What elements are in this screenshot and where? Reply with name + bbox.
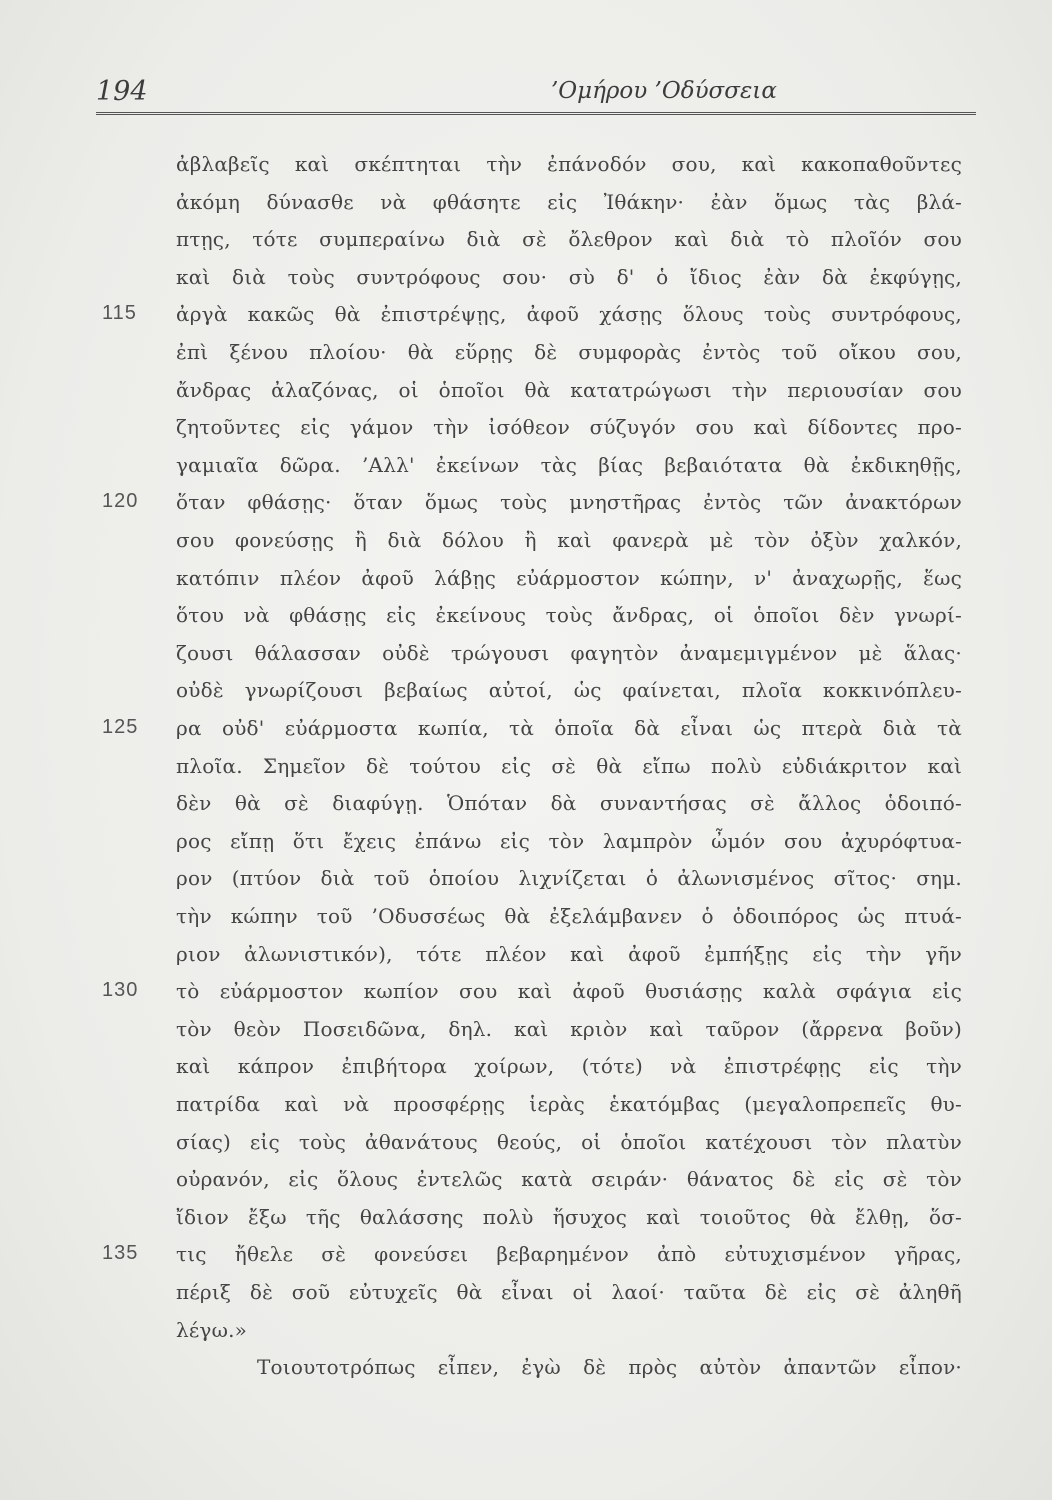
line-text: τὴν κώπην τοῦ ’Οδυσσέως θὰ ἐξελάμβανεν ὁ ὁδοιπόρος ὡς πτυά- <box>176 904 962 928</box>
line-text: πέριξ δὲ σοῦ εὐτυχεῖς θὰ εἶναι οἱ λαοί· ταῦτα δὲ εἰς σὲ ἀληθῆ <box>176 1280 962 1304</box>
line-text: ρον (πτύον διὰ τοῦ ὁποίου λιχνίζεται ὁ ἀλωνισμένος σῖτος· σημ. <box>176 866 962 891</box>
line-text: ἀργὰ κακῶς θὰ ἐπιστρέψῃς, ἀφοῦ χάσῃς ὅλους τοὺς συντρόφους, <box>176 302 962 327</box>
line-text: καὶ διὰ τοὺς συντρόφους σου· σὺ δ' ὁ ἴδιος ἐὰν δὰ ἐκφύγῃς, <box>176 264 962 289</box>
text-line <box>0 825 1052 863</box>
text-line <box>0 148 1052 186</box>
line-text: τις ἤθελε σὲ φονεύσει βεβαρημένον ἀπὸ εὐτυχισμένον γῆρας, <box>176 1242 962 1267</box>
line-text: πλοῖα. Σημεῖον δὲ τούτου εἰς σὲ θὰ εἴπω πολὺ εὐδιάκριτον καὶ <box>176 753 962 778</box>
text-line <box>0 1088 1052 1126</box>
text-line <box>0 1314 1052 1352</box>
line-text: ριον ἀλωνιστικόν), τότε πλέον καὶ ἀφοῦ ἐμπήξῃς εἰς τὴν γῆν <box>176 941 962 966</box>
text-line <box>0 298 1052 336</box>
line-text: λέγω.» <box>176 1317 248 1342</box>
line-number: 135 <box>102 1242 139 1265</box>
text-line <box>0 1238 1052 1276</box>
text-line <box>0 449 1052 487</box>
line-text: οὐρανόν, εἰς ὅλους ἐντελῶς κατὰ σειράν· θάνατος δὲ εἰς σὲ τὸν <box>176 1167 962 1192</box>
text-line <box>0 787 1052 825</box>
text-line <box>0 524 1052 562</box>
line-text: ἀβλαβεῖς καὶ σκέπτηται τὴν ἐπάνοδόν σου, καὶ κακοπαθοῦντες <box>176 152 962 176</box>
line-text: τὸν θεὸν Ποσειδῶνα, δηλ. καὶ κριὸν καὶ ταῦρον (ἄρρενα βοῦν) <box>176 1016 962 1041</box>
running-title: ’Ομήρου ’Οδύσσεια <box>551 78 777 104</box>
text-line <box>0 938 1052 976</box>
line-text: ρα οὐδ' εὐάρμοστα κωπία, τὰ ὁποῖα δὰ εἶναι ὡς πτερὰ διὰ τὰ <box>176 716 962 740</box>
text-line <box>0 374 1052 412</box>
line-text: πτῃς, τότε συμπεραίνω διὰ σὲ ὄλεθρον καὶ διὰ τὸ πλοῖόν σου <box>176 227 962 252</box>
text-line <box>0 637 1052 675</box>
text-line <box>0 1351 1052 1389</box>
text-line <box>0 862 1052 900</box>
page-number: 194 <box>96 76 148 107</box>
text-line <box>0 486 1052 524</box>
text-line <box>0 1013 1052 1051</box>
text-line <box>0 599 1052 637</box>
text-line <box>0 712 1052 750</box>
line-text: σίας) εἰς τοὺς ἀθανάτους θεούς, οἱ ὁποῖοι κατέχουσι τὸν πλατὺν <box>176 1129 962 1154</box>
text-line <box>0 411 1052 449</box>
line-text: οὐδὲ γνωρίζουσι βεβαίως αὐτοί, ὡς φαίνεται, πλοῖα κοκκινόπλευ- <box>176 678 962 703</box>
text-line <box>0 750 1052 788</box>
text-line <box>0 223 1052 261</box>
line-text: Τοιουτοτρόπως εἶπεν, ἐγὼ δὲ πρὸς αὐτὸν ἀπαντῶν εἶπον· <box>257 1355 962 1380</box>
line-text: γαμιαῖα δῶρα. ’Αλλ' ἐκείνων τὰς βίας βεβαιότατα θὰ ἐκδικηθῇς, <box>176 452 962 477</box>
line-text: ἀκόμη δύνασθε νὰ φθάσητε εἰς Ἰθάκην· ἐὰν ὅμως τὰς βλά- <box>176 189 962 214</box>
text-line <box>0 975 1052 1013</box>
line-text: ζουσι θάλασσαν οὐδὲ τρώγουσι φαγητὸν ἀναμεμιγμένον μὲ ἅλας· <box>176 640 962 665</box>
line-text: κατόπιν πλέον ἀφοῦ λάβῃς εὐάρμοστον κώπην, ν' ἀναχωρῇς, ἕως <box>176 565 962 590</box>
text-line <box>0 674 1052 712</box>
line-number: 125 <box>102 716 139 738</box>
line-text: ἄνδρας ἀλαζόνας, οἱ ὁποῖοι θὰ κατατρώγωσι τὴν περιουσίαν σου <box>176 377 962 402</box>
page-header <box>96 72 976 112</box>
text-line <box>0 336 1052 374</box>
line-text: πατρίδα καὶ νὰ προσφέρῃς ἱερὰς ἑκατόμβας (μεγαλοπρεπεῖς θυ- <box>176 1092 962 1116</box>
line-number: 115 <box>102 302 137 325</box>
line-number: 120 <box>102 490 139 513</box>
line-text: ρος εἴπῃ ὅτι ἔχεις ἐπάνω εἰς τὸν λαμπρὸν ὦμόν σου ἀχυρόφτυα- <box>176 828 962 853</box>
line-text: ὅτου νὰ φθάσῃς εἰς ἐκείνους τοὺς ἄνδρας, οἱ ὁποῖοι δὲν γνωρί- <box>176 603 962 628</box>
text-line <box>0 186 1052 224</box>
text-line <box>0 1050 1052 1088</box>
line-text: ἴδιον ἔξω τῆς θαλάσσης πολὺ ἥσυχος καὶ τοιοῦτος θὰ ἔλθῃ, ὅσ- <box>176 1204 962 1229</box>
line-text: ὅταν φθάσῃς· ὅταν ὅμως τοὺς μνηστῆρας ἐντὸς τῶν ἀνακτόρων <box>176 490 962 515</box>
line-text: καὶ κάπρον ἐπιβήτορα χοίρων, (τότε) νὰ ἐπιστρέφῃς εἰς τὴν <box>176 1054 962 1079</box>
text-line <box>0 900 1052 938</box>
line-text: δὲν θὰ σὲ διαφύγῃ. Ὁπόταν δὰ συναντήσας σὲ ἄλλος ὁδοιπό- <box>176 791 962 816</box>
text-line <box>0 1126 1052 1164</box>
line-text: ἐπὶ ξένου πλοίου· θὰ εὕρῃς δὲ συμφορὰς ἐντὸς τοῦ οἴκου σου, <box>176 340 962 364</box>
line-number: 130 <box>102 979 139 1002</box>
text-line <box>0 562 1052 600</box>
text-line <box>0 261 1052 299</box>
text-line <box>0 1201 1052 1239</box>
line-text: σου φονεύσῃς ἢ διὰ δόλου ἢ καὶ φανερὰ μὲ τὸν ὀξὺν χαλκόν, <box>176 528 962 552</box>
line-text: ζητοῦντες εἰς γάμον τὴν ἰσόθεον σύζυγόν σου καὶ δίδοντες προ- <box>176 415 962 440</box>
text-line <box>0 1163 1052 1201</box>
line-text: τὸ εὐάρμοστον κωπίον σου καὶ ἀφοῦ θυσιάσῃς καλὰ σφάγια εἰς <box>176 979 962 1004</box>
text-line <box>0 1276 1052 1314</box>
header-rule <box>96 112 976 115</box>
